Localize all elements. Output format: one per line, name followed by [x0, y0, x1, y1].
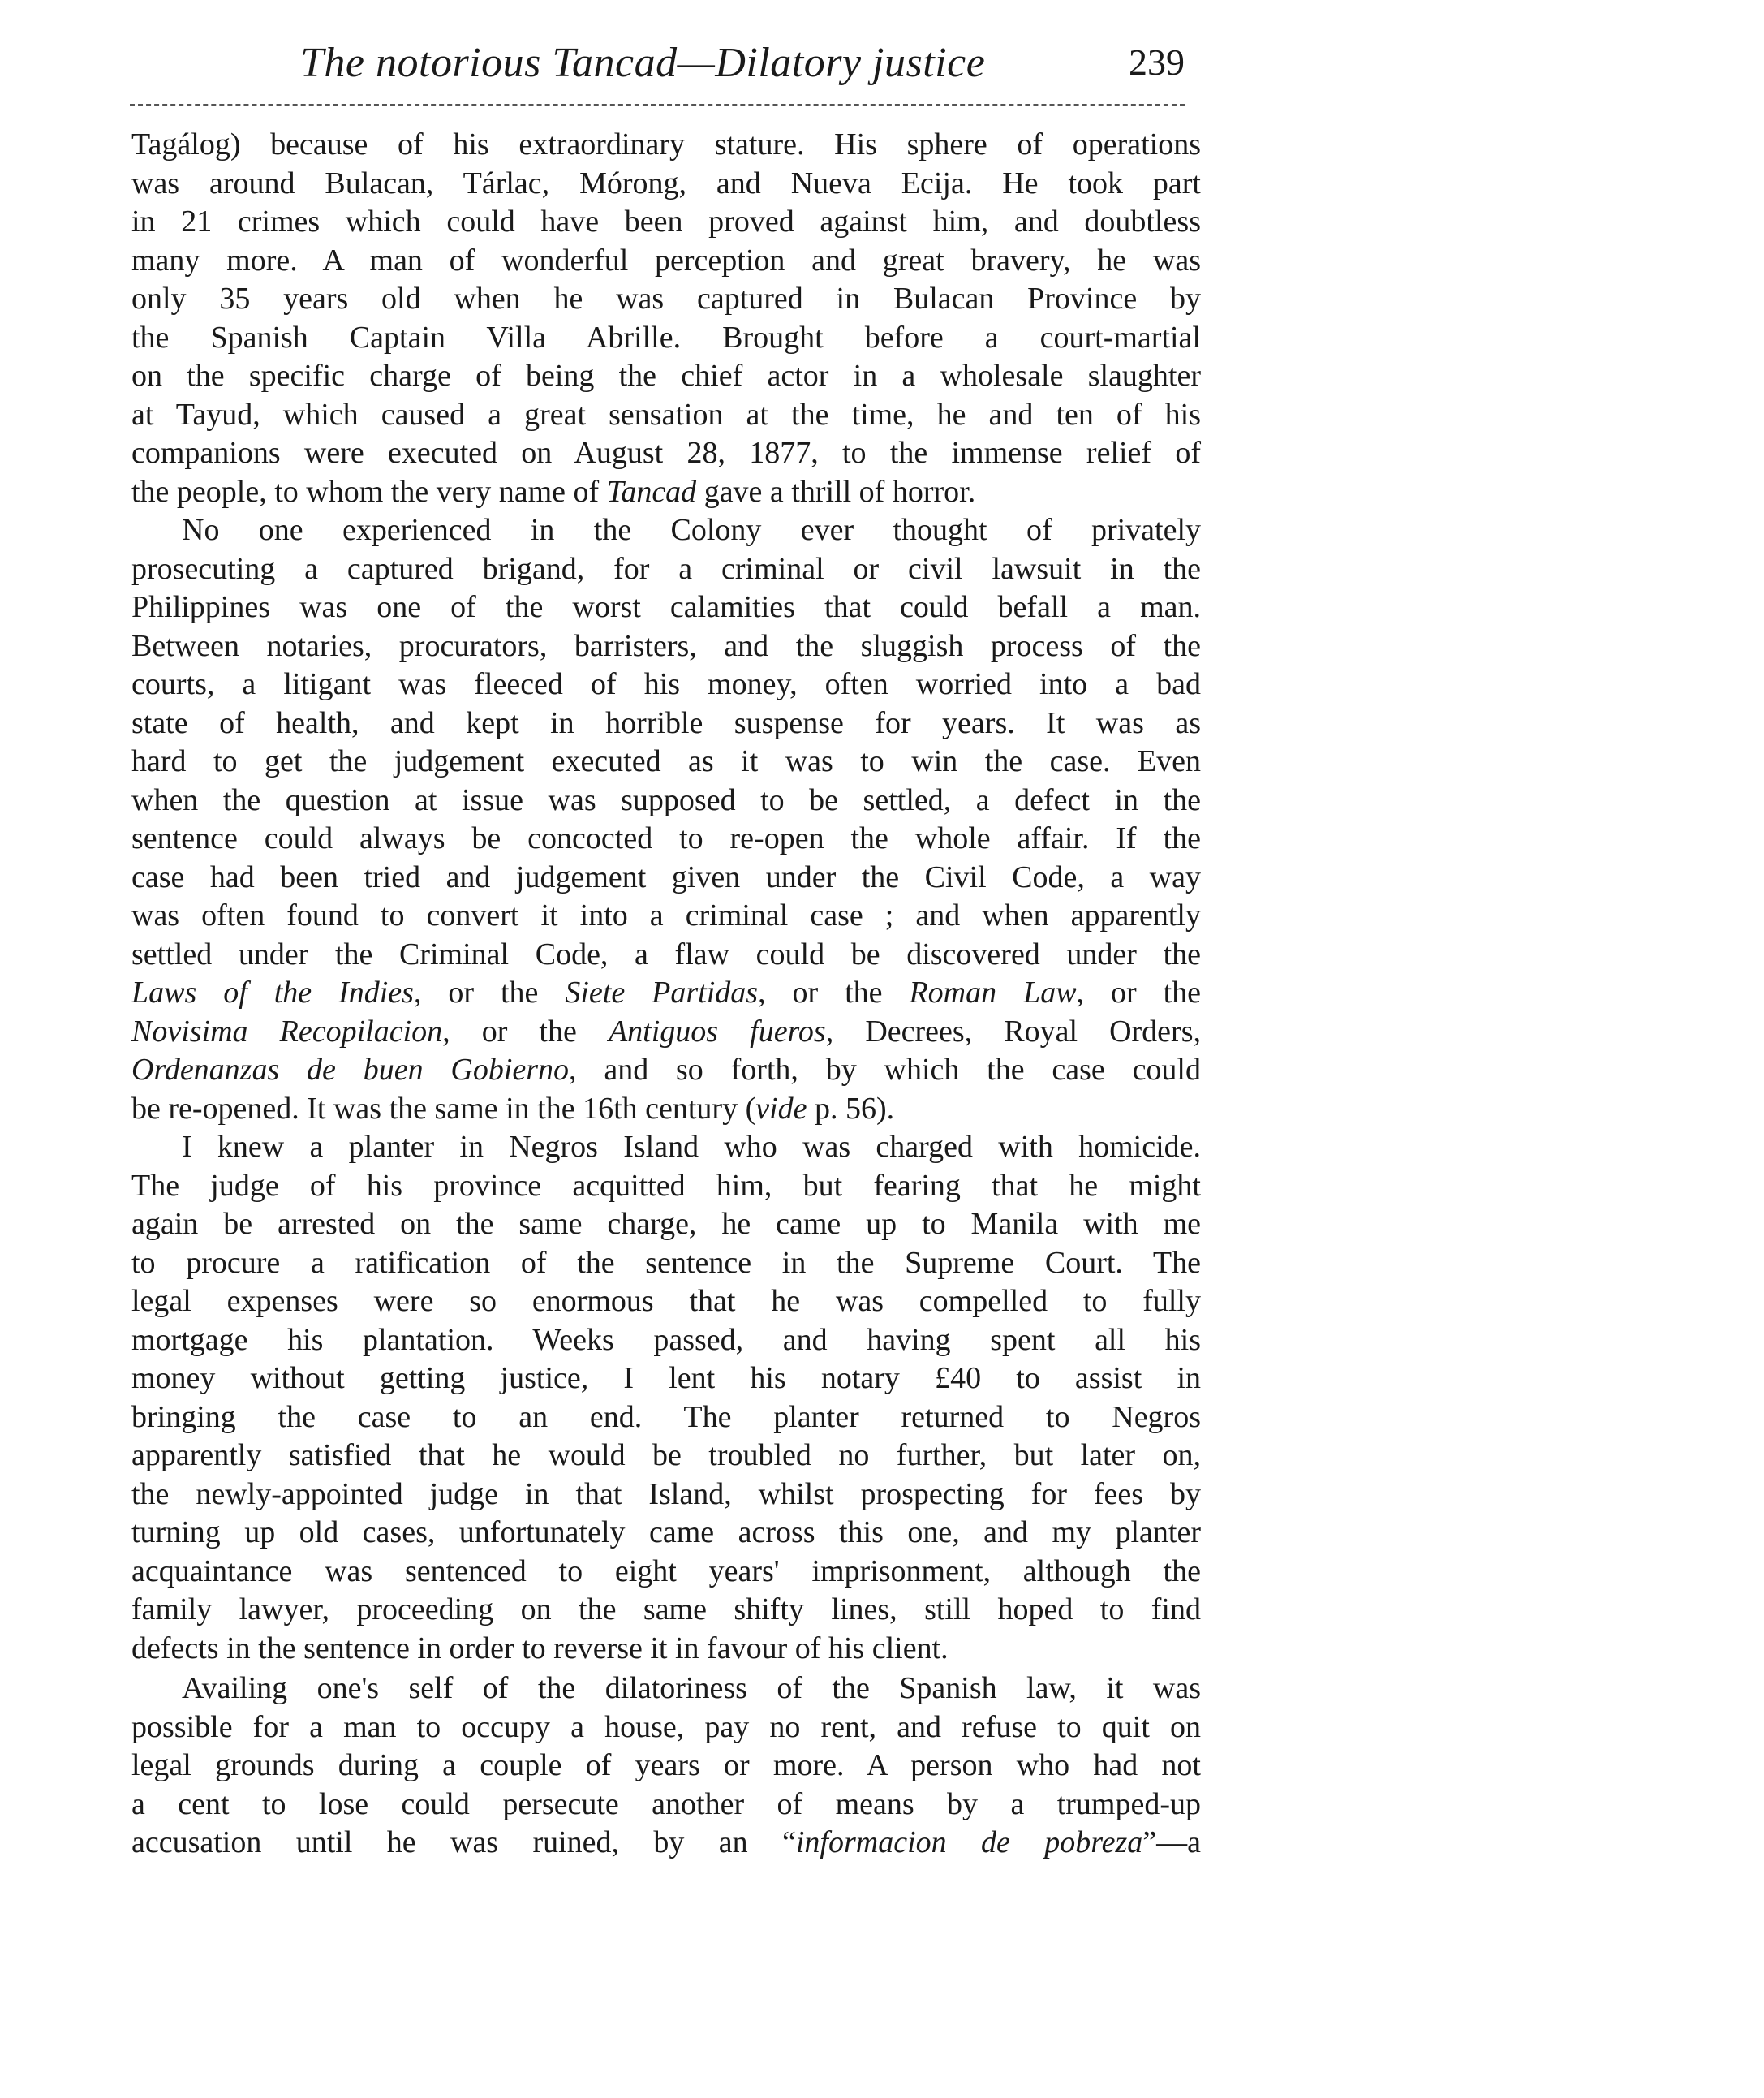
italic-run: Antiguos fueros: [608, 1014, 826, 1049]
text-line: legal expenses were so enormous that he was compelled to fully: [131, 1284, 1201, 1318]
italic-run: Siete Partidas: [565, 976, 759, 1010]
text-line: the Spanish Captain Villa Abrille. Brought before a court-martial: [131, 320, 1201, 355]
text-run: , or the: [1076, 976, 1202, 1010]
italic-run: informacion de pobreza: [795, 1825, 1143, 1859]
italic-run: Roman Law: [909, 976, 1077, 1010]
text-line: apparently satisfied that he would be troubled no further, but later on,: [131, 1438, 1201, 1472]
text-line: prosecuting a captured brigand, for a criminal or civil lawsuit in the: [131, 551, 1201, 586]
text-line: courts, a litigant was fleeced of his money, often worried into a bad: [131, 667, 1201, 701]
page-number: 239: [1129, 41, 1185, 83]
text-line: [131, 1051, 1201, 1090]
text-run: the people, to whom the very name of: [131, 474, 607, 509]
text-run: be re-opened. It was the same in the 16th century (: [131, 1091, 756, 1126]
text-line: possible for a man to occupy a house, pay no rent, and refuse to quit on: [131, 1709, 1201, 1744]
text-line: Between notaries, procurators, barristers, and the sluggish process of the: [131, 628, 1201, 663]
text-line: I knew a planter in Negros Island who was charged with homicide.: [182, 1130, 1201, 1164]
text-line: Tagálog) because of his extraordinary stature. His sphere of operations: [131, 127, 1201, 162]
text-line: in 21 crimes which could have been proved against him, and doubtless: [131, 205, 1201, 239]
text-run: , or the: [758, 976, 910, 1010]
italic-run: Novisima Recopilacion: [131, 1014, 443, 1049]
italic-run: Ordenanzas de buen Gobierno: [131, 1053, 570, 1087]
text-run: , Decrees, Royal Orders,: [825, 1014, 1201, 1049]
text-line: only 35 years old when he was captured in Bulacan Province by: [131, 282, 1201, 316]
text-line: bringing the case to an end. The planter returned to Negros: [131, 1399, 1201, 1434]
italic-run: Tancad: [606, 474, 697, 509]
text-line: on the specific charge of being the chief actor in a wholesale slaughter: [131, 359, 1201, 393]
paragraph-1: [131, 126, 1201, 511]
text-line: [131, 1013, 1201, 1052]
text-line: family lawyer, proceeding on the same shifty lines, still hoped to find: [131, 1592, 1201, 1626]
text-line: mortgage his plantation. Weeks passed, and having spent all his: [131, 1322, 1201, 1357]
running-head: [130, 32, 1185, 97]
text-line: a cent to lose could persecute another of means by a trumped-up: [131, 1786, 1201, 1821]
header-rule: [130, 104, 1185, 106]
text-line: money without getting justice, I lent his notary £40 to assist in: [131, 1361, 1201, 1395]
text-run: p. 56).: [807, 1091, 895, 1126]
text-line: legal grounds during a couple of years or more. A person who had not: [131, 1748, 1201, 1782]
text-line: acquaintance was sentenced to eight years' imprisonment, although the: [131, 1553, 1201, 1588]
running-title: The notorious Tancad—Dilatory justice: [300, 40, 986, 86]
text-line: state of health, and kept in horrible suspense for years. It was as: [131, 705, 1201, 740]
paragraph-3: [131, 1128, 1201, 1668]
text-run: ”—a: [1142, 1825, 1201, 1859]
text-run: accusation until he was ruined, by an “: [131, 1825, 796, 1859]
text-line: was often found to convert it into a criminal case ; and when apparently: [131, 898, 1201, 933]
text-line: settled under the Criminal Code, a flaw could be discovered under the: [131, 937, 1201, 971]
text-line: hard to get the judgement executed as it was to win the case. Even: [131, 744, 1201, 778]
italic-run: vide: [755, 1091, 807, 1126]
text-run: , or the: [413, 976, 566, 1010]
text-line: [131, 473, 1201, 512]
text-line: at Tayud, which caused a great sensation at the time, he and ten of his: [131, 397, 1201, 432]
text-line: companions were executed on August 28, 1877, to the immense relief of: [131, 436, 1201, 470]
text-line: when the question at issue was supposed to be settled, a defect in the: [131, 782, 1201, 817]
italic-run: Laws of the Indies: [131, 976, 414, 1010]
text-line: defects in the sentence in order to reverse it in favour of his client.: [131, 1631, 949, 1665]
text-run: , and so forth, by which the case could: [569, 1053, 1201, 1087]
text-line: No one experienced in the Colony ever thought of privately: [182, 513, 1201, 547]
paragraph-2: [131, 511, 1201, 1128]
text-run: gave a thrill of horror.: [696, 474, 976, 509]
text-line: case had been tried and judgement given under the Civil Code, a way: [131, 859, 1201, 894]
text-line: turning up old cases, unfortunately came across this one, and my planter: [131, 1515, 1201, 1549]
text-line: Philippines was one of the worst calamities that could befall a man.: [131, 590, 1201, 624]
text-line: sentence could always be concocted to re-open the whole affair. If the: [131, 821, 1201, 855]
text-line: many more. A man of wonderful perception and great bravery, he was: [131, 243, 1201, 278]
text-line: the newly-appointed judge in that Island, whilst prospecting for fees by: [131, 1476, 1201, 1511]
text-line: The judge of his province acquitted him, but fearing that he might: [131, 1168, 1201, 1203]
text-run: , or the: [442, 1014, 609, 1049]
text-line: [131, 974, 1201, 1013]
text-line: Availing one's self of the dilatoriness of the Spanish law, it was: [182, 1671, 1201, 1705]
text-line: to procure a ratification of the sentence in the Supreme Court. The: [131, 1245, 1201, 1280]
text-line: [131, 1824, 1201, 1863]
text-line: again be arrested on the same charge, he came up to Manila with me: [131, 1207, 1201, 1241]
text-line: was around Bulacan, Tárlac, Mórong, and Nueva Ecija. He took part: [131, 166, 1201, 200]
text-line: [131, 1090, 1201, 1129]
paragraph-4: [131, 1669, 1201, 1863]
body-text: [131, 126, 1201, 1863]
